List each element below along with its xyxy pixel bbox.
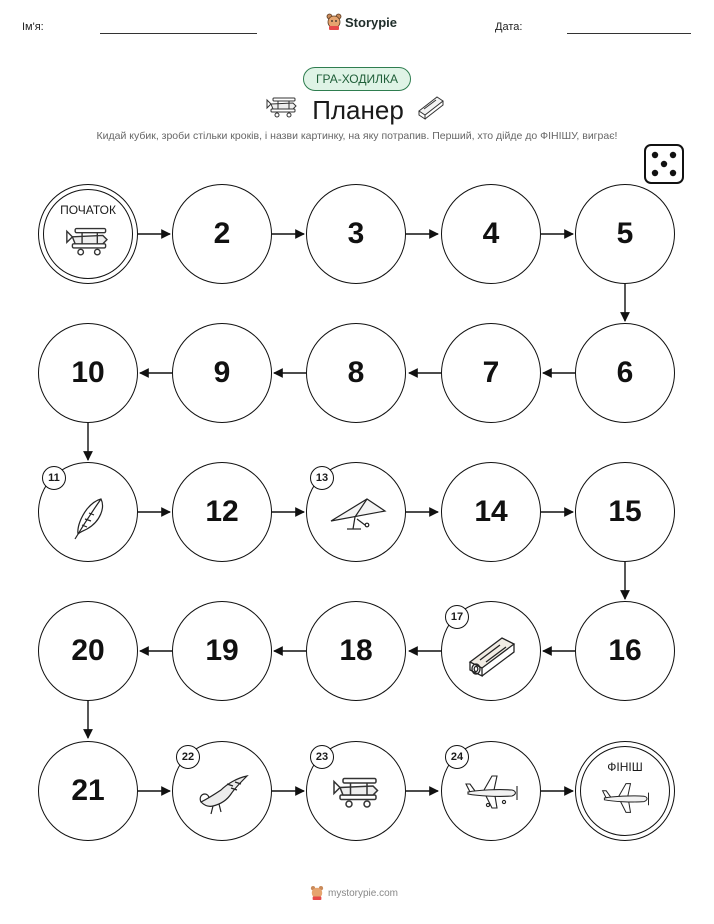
cell-number: 6 xyxy=(616,356,634,389)
bear-icon xyxy=(310,885,324,901)
brand-name: Storypie xyxy=(345,14,398,30)
cell-number-badge: 17 xyxy=(445,605,469,629)
cell-number: 8 xyxy=(347,356,365,389)
board-cell-4 xyxy=(441,184,541,284)
feather-icon xyxy=(67,493,111,543)
cell-number: 2 xyxy=(213,217,231,250)
board-cell-12 xyxy=(172,462,272,562)
board-cell-7 xyxy=(441,323,541,423)
cell-number: 12 xyxy=(205,495,239,528)
airplane-icon xyxy=(600,780,652,816)
board-cell-3 xyxy=(306,184,406,284)
board-cell-22 xyxy=(172,741,272,841)
instructions: Кидай кубик, зроби стільки кроків, і назви картинку, на яку потрапив. Перший, хто дійде до ФІНІШУ, виграє! xyxy=(96,130,618,142)
start-label: ПОЧАТОК xyxy=(60,203,116,217)
date-label: Дата: xyxy=(495,21,523,33)
board-cell-13 xyxy=(306,462,406,562)
board-cell-20 xyxy=(38,601,138,701)
game-type-badge: ГРА-ХОДИЛКА xyxy=(303,67,411,91)
biplane-icon xyxy=(331,772,385,812)
board-cell-15 xyxy=(575,462,675,562)
cell-number: 18 xyxy=(339,634,373,667)
hang-glider-icon xyxy=(327,495,389,533)
cell-number: 20 xyxy=(71,634,105,667)
footer xyxy=(310,885,398,901)
board-cell-2 xyxy=(172,184,272,284)
board-cell-21 xyxy=(38,741,138,841)
board-cell-23 xyxy=(306,741,406,841)
cell-number: 15 xyxy=(608,495,642,528)
start-cell xyxy=(38,184,138,284)
board-cell-9 xyxy=(172,323,272,423)
finish-cell xyxy=(575,741,675,841)
board-cell-5 xyxy=(575,184,675,284)
cell-number-badge: 24 xyxy=(445,745,469,769)
cell-number: 3 xyxy=(347,217,365,250)
board-cell-24 xyxy=(441,741,541,841)
board-cell-14 xyxy=(441,462,541,562)
board-cell-11 xyxy=(38,462,138,562)
cell-number: 7 xyxy=(482,356,500,389)
name-label: Ім'я: xyxy=(22,21,44,33)
cell-number: 19 xyxy=(205,634,239,667)
eagle-icon xyxy=(197,772,251,818)
cell-number-badge: 23 xyxy=(310,745,334,769)
board-cell-10 xyxy=(38,323,138,423)
cell-number-badge: 13 xyxy=(310,466,334,490)
finish-label: ФІНІШ xyxy=(607,760,643,774)
wood-block-icon xyxy=(466,630,520,680)
cell-number: 21 xyxy=(71,774,105,807)
airplane-icon xyxy=(464,772,520,812)
board-cell-16 xyxy=(575,601,675,701)
cell-number: 4 xyxy=(482,217,500,250)
board-cell-19 xyxy=(172,601,272,701)
cell-number: 5 xyxy=(616,217,634,250)
cell-number-badge: 22 xyxy=(176,745,200,769)
biplane-icon xyxy=(63,223,115,259)
cell-number: 16 xyxy=(608,634,642,667)
cell-number: 9 xyxy=(213,356,231,389)
board-cell-17 xyxy=(441,601,541,701)
page-title: Планер xyxy=(312,95,404,125)
cell-number: 10 xyxy=(71,356,105,389)
board-cell-6 xyxy=(575,323,675,423)
board-cell-18 xyxy=(306,601,406,701)
cell-number-badge: 11 xyxy=(42,466,66,490)
footer-url[interactable]: mystorypie.com xyxy=(328,887,399,899)
cell-number: 14 xyxy=(474,495,508,528)
board-cell-8 xyxy=(306,323,406,423)
